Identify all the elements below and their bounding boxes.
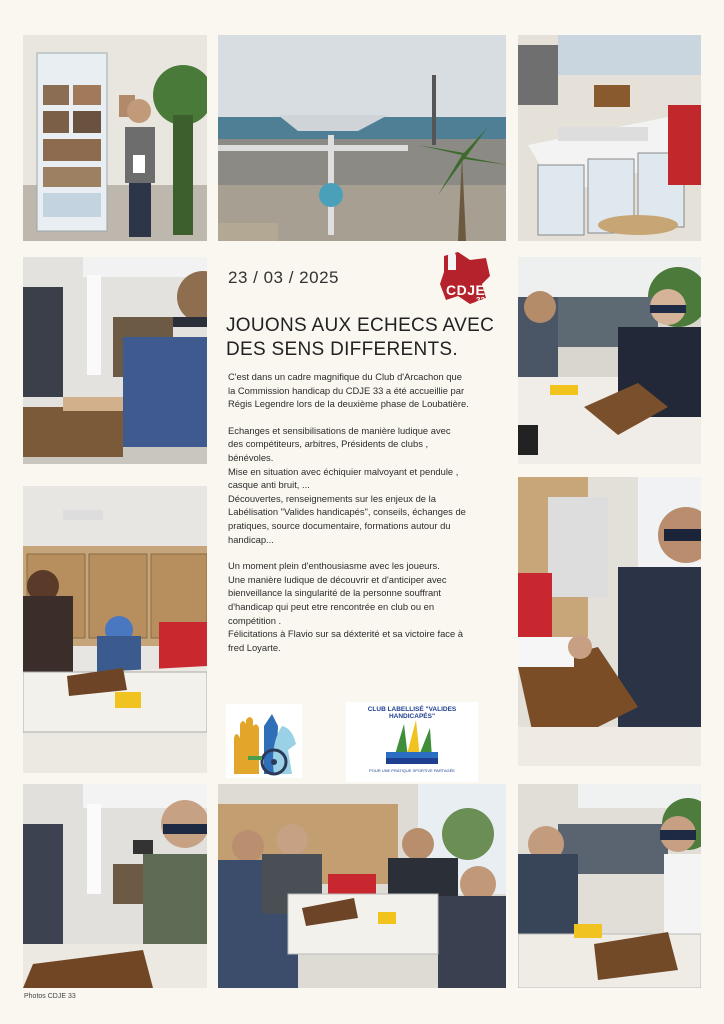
- photo-credit: Photos CDJE 33: [24, 993, 76, 1000]
- photo-seafront: [218, 35, 506, 241]
- cdje-logo-number: 33: [476, 296, 485, 305]
- closing-line: Une manière ludique de découvrir et d'anticiper avec: [228, 573, 447, 585]
- label-logo-text: CLUB LABELLISÉ "VALIDES HANDICAPÉS": [367, 706, 457, 720]
- photo-group-players: [218, 784, 506, 988]
- activities-line: bénévoles.: [228, 451, 274, 463]
- activities-line: Mise en situation avec échiquier malvoyant et pendule ,: [228, 465, 459, 477]
- photo-blindfolded-player-room: [23, 257, 207, 464]
- intro-line: Régis Legendre lors de la deuxième phase de Loubatière.: [228, 398, 469, 410]
- photo-young-players: [23, 486, 207, 773]
- photo-blindfolded-man-close: [518, 477, 701, 766]
- photo-table-documents: [518, 35, 701, 241]
- intro-line: la Commission handicap du CDJE 33 a été accueillie par: [228, 384, 465, 396]
- photo-man-with-banner: [23, 35, 207, 241]
- intro-paragraph: [228, 370, 500, 411]
- page-title: [226, 314, 516, 362]
- activities-line: casque anti bruit, ...: [228, 479, 310, 491]
- article-body: [228, 370, 500, 667]
- photo-blindfolded-man-chess: [518, 257, 701, 464]
- intro-line: C'est dans un cadre magnifique du Club d'Arcachon que: [228, 371, 462, 382]
- event-date: 23 / 03 / 2025: [228, 268, 339, 287]
- closing-paragraph: [228, 559, 500, 654]
- label-logo-footer: POUR UNE PRATIQUE SPORTIVE PARTAGÉE: [369, 768, 455, 773]
- activities-line: handicap...: [228, 533, 274, 545]
- closing-line: compétition .: [228, 614, 282, 626]
- closing-line: fred Loyarte.: [228, 641, 281, 653]
- activities-line: Découvertes, renseignements sur les enjeux de la: [228, 492, 436, 504]
- valides-handicapes-label-logo: [346, 702, 478, 782]
- page-title-line-2: DES SENS DIFFERENTS.: [226, 339, 458, 360]
- activities-line: pratiques, source documentaire, formations autour du: [228, 519, 451, 531]
- activities-paragraph: [228, 424, 500, 546]
- photo-blindfolded-older-man: [23, 784, 207, 988]
- handicap-chess-logo: [226, 704, 302, 778]
- activities-line: Labélisation "Valides handicapés", conseils, échanges de: [228, 506, 466, 518]
- photo-blindfolded-young-man: [518, 784, 701, 988]
- activities-line: Echanges et sensibilisations de manière ludique avec: [228, 424, 451, 436]
- closing-line: d'handicap qui peut etre rencontrée en club ou en: [228, 600, 435, 612]
- activities-line: des compétiteurs, arbitres, Présidents de clubs ,: [228, 438, 429, 450]
- closing-line: Un moment plein d'enthousiasme avec les joueurs.: [228, 560, 440, 572]
- closing-line: bienveillance la singularité de la personne souffrant: [228, 587, 441, 599]
- closing-line: Félicitations à Flavio sur sa déxterité et sa victoire face à: [228, 628, 463, 640]
- page-title-line-1: JOUONS AUX ECHECS AVEC: [226, 315, 495, 336]
- cdje-logo-text: CDJE: [446, 282, 486, 298]
